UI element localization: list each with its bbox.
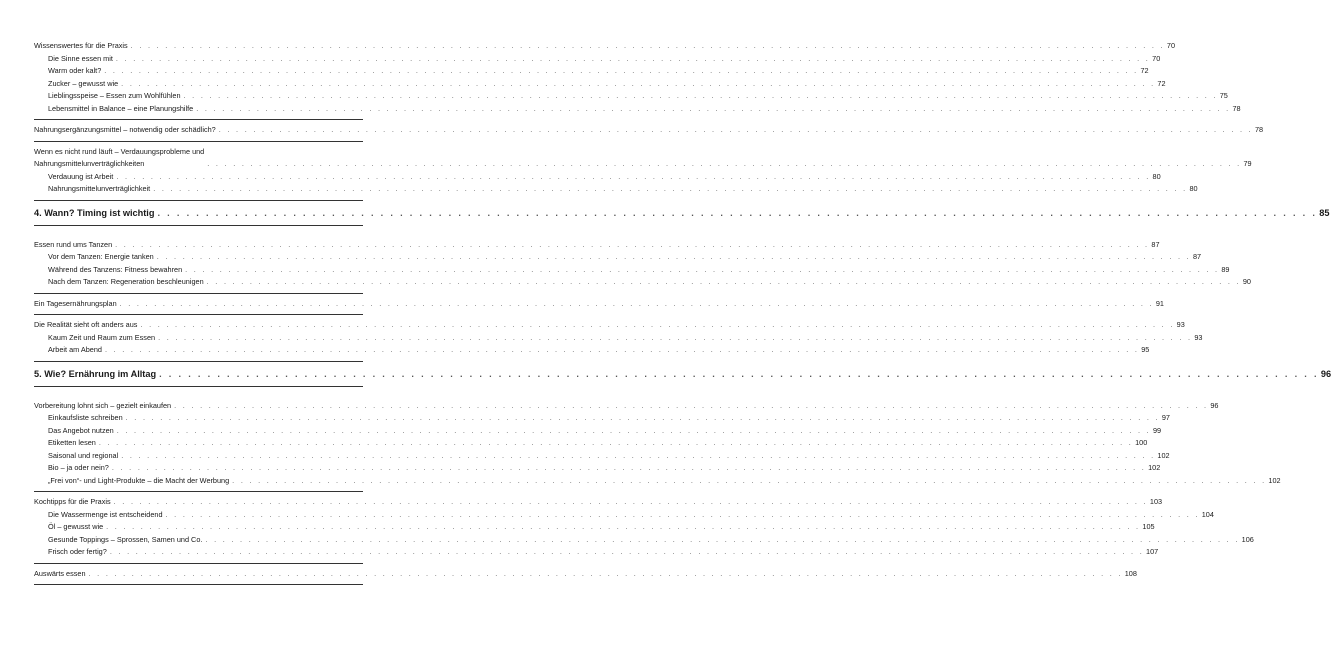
entry-title: Während des Tanzens: Fitness bewahren <box>48 264 183 274</box>
toc-subentry[interactable] <box>34 264 1230 277</box>
page-number: 104 <box>1201 509 1214 519</box>
page-number: 106 <box>1241 534 1254 544</box>
toc-entry[interactable] <box>34 568 1137 581</box>
page-number: 80 <box>1152 171 1161 181</box>
toc-subentry[interactable] <box>34 475 1281 488</box>
entry-title: Auswärts essen <box>34 568 86 578</box>
page-number: 72 <box>1140 66 1149 75</box>
toc-section <box>34 496 1254 564</box>
page-number: 90 <box>1242 277 1251 286</box>
leader-dots: . . . . . . . . . . . . . . . . . . . . . . . . . . . . . . . . . . . . . . . . . . . . . . . . . . . . . . . . . . . . . . . . . . . . . . . . . . . . . . . . . . . . . . . . . . . . . . . . . . . . . . . . . . . . . . . . . . . . . . . . <box>130 41 1165 50</box>
page-number: 97 <box>1161 413 1170 422</box>
leader-dots: . . . . . . . . . . . . . . . . . . . . . . . . . . . . . . . . . . . . . . . . . . . . . . . . . . . . . . . . . . . . . . . . . . . . . . . . . . . . . . . . . . . . . . . . . . . . . . . . . . . . . . . . . . . . . . . . . . . . . . . . <box>115 53 1151 63</box>
entry-title: Frisch oder fertig? <box>48 547 107 556</box>
chapter-heading[interactable] <box>34 205 1330 221</box>
toc-subentry[interactable] <box>34 251 1202 264</box>
toc-subentry[interactable] <box>34 276 1251 289</box>
leader-dots: . . . . . . . . . . . . . . . . . . . . . . . . . . . . . . . . . . . . . . . . . . . . . . . . . . . . . . . . . . . . . . . . . . . . . . . . . . . . . . . . . . . . . . . . . . . . . . . . . . . . . . . . . . . . . . . . . . . . . . . . <box>125 413 1160 422</box>
leader-dots: . . . . . . . . . . . . . . . . . . . . . . . . . . . . . . . . . . . . . . . . . . . . . . . . . . . . . . . . . . . . . . . . . . . . . . . . . . . . . . . . . . . . . . . . . . . . . . . . . . . . . . . . . . . . . . . . . . . . . . . . <box>207 159 1242 168</box>
toc-subentry[interactable] <box>34 53 1161 66</box>
leader-dots: . . . . . . . . . . . . . . . . . . . . . . . . . . . . . . . . . . . . . . . . . . . . . . . . . . . . . . . . . . . . . . . . . . . . . . . . . . . . . . . . . . . . . . . . . . . . . . . . . . . . . . . . . . . . . . . . . . . . . . . . <box>104 345 1140 354</box>
entry-title <box>34 146 204 171</box>
page-number: 85 <box>1319 207 1330 218</box>
toc-section <box>34 124 1264 142</box>
toc-entry[interactable] <box>34 496 1163 509</box>
toc-subentry[interactable] <box>34 425 1162 438</box>
leader-dots: . . . . . . . . . . . . . . . . . . . . . . . . . . . . . . . . . . . . . . . . . . . . . . . . . . . . . . . . . . . . . . . . . . . . . . . . . . . . . . . . . . . . . . . . . . . . . . . . . . . . . . . . . . . . . . . . . . . . . . . . <box>156 252 1191 261</box>
toc-subentry[interactable] <box>34 183 1198 196</box>
toc-subentry[interactable] <box>34 332 1203 345</box>
page-number: 107 <box>1146 547 1159 556</box>
leader-dots: . . . . . . . . . . . . . . . . . . . . . . . . . . . . . . . . . . . . . . . . . . . . . . . . . . . . . . . . . . . . . . . . . . . . . . . . . . . . . . . . . . . . . . . . . . . . . . . . . . . . . . . . . . . . . . . . . . . . . . . . <box>158 332 1193 342</box>
page-number: 87 <box>1192 252 1202 261</box>
toc-section <box>34 146 1252 201</box>
page-number: 102 <box>1268 475 1281 485</box>
leader-dots: . . . . . . . . . . . . . . . . . . . . . . . . . . . . . . . . . . . . . . . . . . . . . . . . . . . . . . . . . . . . . . . . . . . . . . . . . . . . . . . . . . . . . . . . . . . . . . . . . . . . . . . . . . . . . . . . . . . . . . . . <box>185 264 1220 274</box>
toc-subentry[interactable] <box>34 103 1241 116</box>
entry-title: Zucker – gewusst wie <box>48 78 119 88</box>
entry-title-line: Wenn es nicht rund läuft – Verdauungsprobleme und <box>34 146 205 156</box>
leader-dots: . . . . . . . . . . . . . . . . . . . . . . . . . . . . . . . . . . . . . . . . . . . . . . . . . . . . . . . . . . . . . . . . . . . . . . . . . . . . . . . . . . . . . . . . . . . . . . . . . . . . . . . . . . . . . . . . . . . . . . . . <box>88 568 1123 578</box>
leader-dots: . . . . . . . . . . . . . . . . . . . . . . . . . . . . . . . . . . . . . . . . . . . . . . . . . . . . . . . . . . . . . . . . . . . . . . . . . . . . . . . . . . . . . . . . . . . . . . . . . . . . . . . . . . . . . . . . . . . . . . . . <box>183 91 1218 100</box>
page-number: 100 <box>1135 438 1148 447</box>
page-number: 99 <box>1152 425 1162 435</box>
toc-entry[interactable] <box>34 40 1176 53</box>
entry-title: Öl – gewusst wie <box>48 522 104 531</box>
toc-subentry[interactable] <box>34 344 1150 357</box>
page-number: 78 <box>1232 103 1241 113</box>
entry-title: Das Angebot nutzen <box>48 425 114 435</box>
toc-subentry[interactable] <box>34 412 1170 425</box>
toc-entry[interactable] <box>34 239 1160 252</box>
leader-dots: . . . . . . . . . . . . . . . . . . . . . . . . . . . . . . . . . . . . . . . . . . . . . . . . . . . . . . . . . . . . . . . . . . . . . . . . . . . . . . . . . . . . . . . . . . . . . . . . . . . . . . . . . . . . . . . . . . . . . . . . <box>116 171 1151 181</box>
entry-title: Verdauung ist Arbeit <box>48 171 114 181</box>
page-number: 70 <box>1152 53 1161 63</box>
leader-dots: . . . . . . . . . . . . . . . . . . . . . . . . . . . . . . . . . . . . . . . . . . . . . . . . . . . . . . . . . . . . . . . . . . . . . . . . . . . . . . . . . . . . . . . . . . . . . . . . . . . . . . . . . . . . . . . . . . . . . . . . <box>113 497 1148 506</box>
entry-title: Wissenswertes für die Praxis <box>34 41 128 50</box>
toc-section <box>34 239 1251 294</box>
leader-dots: . . . . . . . . . . . . . . . . . . . . . . . . . . . . . . . . . . . . . . . . . . . . . . . . . . . . . . . . . . . . . . . . . . . . . . . . . . . . . . . . . . . . . . . . . . . . . . . . . . . . . . . . . . . . . . . . . . . . . . . . <box>232 475 1267 485</box>
toc-entry[interactable] <box>34 400 1219 413</box>
entry-title: Vorbereitung lohnt sich – gezielt einkaufen <box>34 400 172 410</box>
toc-subentry[interactable] <box>34 450 1170 463</box>
entry-title-line: Nahrungsmittelunverträglichkeiten <box>34 159 145 168</box>
leader-dots: . . . . . . . . . . . . . . . . . . . . . . . . . . . . . . . . . . . . . . . . . . . . . . . . . . . . . . . . . . . . . . . . . . . . . . . . . . . . . . . . . . . . . . . . . . . . . . . . . . . . . . . . . . . . . . . . . . . . . . . . <box>116 425 1151 435</box>
table-of-contents <box>34 40 1331 589</box>
toc-section <box>34 298 1164 316</box>
toc-section <box>34 40 1241 120</box>
entry-title: Nahrungsmittelunverträglichkeit <box>48 184 151 193</box>
leader-dots: . . . . . . . . . . . . . . . . . . . . . . . . . . . . . . . . . . . . . . . . . . . . . . . . . . . . . . . . . . . . . . . . . . . . . . . . . . . . . . . . . . . . . . . . . . . . . . . . . . . . . . . . . . . . . . . . . . . . . . . . <box>111 463 1147 472</box>
entry-title: Vor dem Tanzen: Energie tanken <box>48 252 154 261</box>
toc-section <box>34 366 1331 387</box>
leader-dots: . . . . . . . . . . . . . . . . . . . . . . . . . . . . . . . . . . . . . . . . . . . . . . . . . . . . . . . . . . . . . . . . . . . . . . . . . . . . . . . . . . . . . . . . . . . . . . . . . . . . . . . . . . . . . . . . . . . . . . . . <box>174 400 1209 410</box>
page-number: 102 <box>1157 450 1170 460</box>
toc-entry[interactable] <box>34 146 1252 171</box>
entry-title: Die Wassermenge ist entscheidend <box>48 509 163 519</box>
entry-title: Die Sinne essen mit <box>48 53 113 63</box>
toc-subentry[interactable] <box>34 462 1161 475</box>
entry-title: Kaum Zeit und Raum zum Essen <box>48 332 156 342</box>
entry-title: Die Realität sieht oft anders aus <box>34 320 138 329</box>
page-number: 80 <box>1189 184 1198 193</box>
entry-title: Nahrungsergänzungsmittel – notwendig oder schädlich? <box>34 125 216 134</box>
entry-title: Warm oder kalt? <box>48 66 102 75</box>
entry-title: Lieblingsspeise – Essen zum Wohlfühlen <box>48 91 181 100</box>
toc-section <box>34 568 1137 586</box>
leader-dots: . . . . . . . . . . . . . . . . . . . . . . . . . . . . . . . . . . . . . . . . . . . . . . . . . . . . . . . . . . . . . . . . . . . . . . . . . . . . . . . . . . . . . . . . . . . . . . . . . . . . . . . . . . . . . . . . . . . . . . . . <box>106 522 1141 531</box>
leader-dots: . . . . . . . . . . . . . . . . . . . . . . . . . . . . . . . . . . . . . . . . . . . . . . . . . . . . . . . . . . . . . . . . . . . . . . . . . . . . . . . . . . . . . . . . . . . . . . . . . . . . . . . . . . . . . . . . . . . . . . . . <box>115 239 1150 249</box>
toc-section <box>34 319 1203 362</box>
toc-entry[interactable] <box>34 319 1185 332</box>
entry-title: Etiketten lesen <box>48 438 96 447</box>
leader-dots: . . . . . . . . . . . . . . . . . . . . . . . . . . . . . . . . . . . . . . . . . . . . . . . . . . . . . . . . . . . . . . . . . . . . . . . . . . . . . . . . . . . . . . . . . . . . . . . . . . . . . . . . . . . . . . . . . . . . . . . . <box>206 277 1241 286</box>
page-number: 75 <box>1219 91 1228 100</box>
leader-dots: . . . . . . . . . . . . . . . . . . . . . . . . . . . . . . . . . . . . . . . . . . . . . . . . . . . . . . . . . . . . . . . . . . . . . . . . . . . . . . . . . . . . . . . . . . . . . . . . . . . . . . . . . . . . . . . . . . . . . . . . <box>196 103 1231 113</box>
toc-section <box>34 400 1281 493</box>
toc-subentry[interactable] <box>34 78 1166 91</box>
page-number: 102 <box>1148 463 1161 472</box>
page-number: 93 <box>1176 320 1185 329</box>
toc-subentry[interactable] <box>34 90 1228 103</box>
entry-title: Arbeit am Abend <box>48 345 102 354</box>
entry-title: Nach dem Tanzen: Regeneration beschleunigen <box>48 277 204 286</box>
toc-subentry[interactable] <box>34 534 1254 547</box>
entry-title: Ein Tagesernährungsplan <box>34 298 117 308</box>
page-number: 79 <box>1243 159 1252 168</box>
leader-dots: . . . . . . . . . . . . . . . . . . . . . . . . . . . . . . . . . . . . . . . . . . . . . . . . . . . . . . . . . . . . . . . . . . . . . . . . . . . . . . . . . . . . . . . . . . . . . . . . . . . . . . . . . . . . . . . . . . . . . . . . <box>121 78 1156 88</box>
entry-title: Essen rund ums Tanzen <box>34 239 113 249</box>
entry-title: Kochtipps für die Praxis <box>34 497 111 506</box>
entry-title: „Frei von“- und Light-Produkte – die Macht der Werbung <box>48 475 230 485</box>
page-number: 93 <box>1194 332 1203 342</box>
leader-dots: . . . . . . . . . . . . . . . . . . . . . . . . . . . . . . . . . . . . . . . . . . . . . . . . . . . . . . . . . . . . . . . . . . . . . . . . . . . . . . . . . . . . . . . . . . . . . . . . . . . . . . . . . . . . . . . . . . . . . . . . <box>104 66 1139 75</box>
toc-subentry[interactable] <box>34 65 1149 78</box>
leader-dots: . . . . . . . . . . . . . . . . . . . . . . . . . . . . . . . . . . . . . . . . . . . . . . . . . . . . . . . . . . . . . . . . . . . . . . . . . . . . . . . . . . . . . . . . . . . . . . . . . . . . . . . . . . . . . . . . . . . . . . . . <box>159 368 1319 379</box>
page-number: 105 <box>1142 522 1155 531</box>
entry-title: Einkaufsliste schreiben <box>48 413 123 422</box>
toc-subentry[interactable] <box>34 546 1159 559</box>
toc-entry[interactable] <box>34 124 1264 137</box>
page-number: 108 <box>1124 568 1137 578</box>
page-number: 91 <box>1155 298 1164 308</box>
page-number: 87 <box>1151 239 1160 249</box>
leader-dots: . . . . . . . . . . . . . . . . . . . . . . . . . . . . . . . . . . . . . . . . . . . . . . . . . . . . . . . . . . . . . . . . . . . . . . . . . . . . . . . . . . . . . . . . . . . . . . . . . . . . . . . . . . . . . . . . . . . . . . . . <box>153 184 1188 193</box>
entry-title: Lebensmittel in Balance – eine Planungshilfe <box>48 103 194 113</box>
entry-title: 4. Wann? Timing ist wichtig <box>34 207 155 218</box>
toc-entry[interactable] <box>34 298 1164 311</box>
leader-dots: . . . . . . . . . . . . . . . . . . . . . . . . . . . . . . . . . . . . . . . . . . . . . . . . . . . . . . . . . . . . . . . . . . . . . . . . . . . . . . . . . . . . . . . . . . . . . . . . . . . . . . . . . . . . . . . . . . . . . . . . <box>218 125 1253 134</box>
entry-title: Gesunde Toppings – Sprossen, Samen und Co. <box>48 534 203 544</box>
page-number: 78 <box>1254 125 1264 134</box>
page-number: 95 <box>1141 345 1150 354</box>
leader-dots: . . . . . . . . . . . . . . . . . . . . . . . . . . . . . . . . . . . . . . . . . . . . . . . . . . . . . . . . . . . . . . . . . . . . . . . . . . . . . . . . . . . . . . . . . . . . . . . . . . . . . . . . . . . . . . . . . . . . . . . . <box>98 438 1134 447</box>
entry-title: 5. Wie? Ernährung im Alltag <box>34 368 157 379</box>
leader-dots: . . . . . . . . . . . . . . . . . . . . . . . . . . . . . . . . . . . . . . . . . . . . . . . . . . . . . . . . . . . . . . . . . . . . . . . . . . . . . . . . . . . . . . . . . . . . . . . . . . . . . . . . . . . . . . . . . . . . . . . . <box>157 207 1318 218</box>
leader-dots: . . . . . . . . . . . . . . . . . . . . . . . . . . . . . . . . . . . . . . . . . . . . . . . . . . . . . . . . . . . . . . . . . . . . . . . . . . . . . . . . . . . . . . . . . . . . . . . . . . . . . . . . . . . . . . . . . . . . . . . . <box>205 534 1240 544</box>
toc-subentry[interactable] <box>34 437 1148 450</box>
page-number: 72 <box>1157 78 1166 88</box>
leader-dots: . . . . . . . . . . . . . . . . . . . . . . . . . . . . . . . . . . . . . . . . . . . . . . . . . . . . . . . . . . . . . . . . . . . . . . . . . . . . . . . . . . . . . . . . . . . . . . . . . . . . . . . . . . . . . . . . . . . . . . . . <box>165 509 1200 519</box>
leader-dots: . . . . . . . . . . . . . . . . . . . . . . . . . . . . . . . . . . . . . . . . . . . . . . . . . . . . . . . . . . . . . . . . . . . . . . . . . . . . . . . . . . . . . . . . . . . . . . . . . . . . . . . . . . . . . . . . . . . . . . . . <box>121 450 1156 460</box>
leader-dots: . . . . . . . . . . . . . . . . . . . . . . . . . . . . . . . . . . . . . . . . . . . . . . . . . . . . . . . . . . . . . . . . . . . . . . . . . . . . . . . . . . . . . . . . . . . . . . . . . . . . . . . . . . . . . . . . . . . . . . . . <box>109 547 1145 556</box>
page-number: 70 <box>1166 41 1176 50</box>
page-number: 89 <box>1221 264 1230 274</box>
page-number: 103 <box>1149 497 1163 506</box>
page-number: 96 <box>1320 368 1331 379</box>
page-number: 96 <box>1210 400 1219 410</box>
leader-dots: . . . . . . . . . . . . . . . . . . . . . . . . . . . . . . . . . . . . . . . . . . . . . . . . . . . . . . . . . . . . . . . . . . . . . . . . . . . . . . . . . . . . . . . . . . . . . . . . . . . . . . . . . . . . . . . . . . . . . . . . <box>119 298 1154 308</box>
leader-dots: . . . . . . . . . . . . . . . . . . . . . . . . . . . . . . . . . . . . . . . . . . . . . . . . . . . . . . . . . . . . . . . . . . . . . . . . . . . . . . . . . . . . . . . . . . . . . . . . . . . . . . . . . . . . . . . . . . . . . . . . <box>140 320 1175 329</box>
chapter-heading[interactable] <box>34 366 1331 382</box>
toc-subentry[interactable] <box>34 171 1161 184</box>
toc-subentry[interactable] <box>34 521 1155 534</box>
entry-title: Saisonal und regional <box>48 450 119 460</box>
toc-section <box>34 205 1330 226</box>
toc-subentry[interactable] <box>34 509 1214 522</box>
entry-title: Bio – ja oder nein? <box>48 463 109 472</box>
